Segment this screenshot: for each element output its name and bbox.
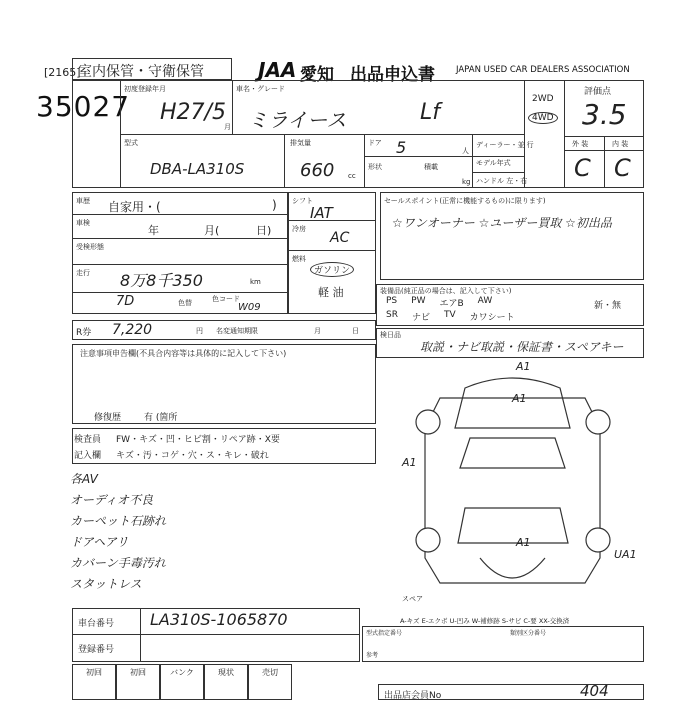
color-code-label: 色コード xyxy=(212,295,240,303)
notice-day: 日 xyxy=(352,327,359,335)
model-year-label: モデル年式 xyxy=(476,159,511,167)
handwritten-note-line: カーペット石跡れ xyxy=(70,514,167,528)
mileage-unit: km xyxy=(250,278,261,286)
grade-value: Lf xyxy=(420,100,441,125)
receipt-label: 受検形態 xyxy=(76,243,104,251)
car-outline xyxy=(425,378,600,583)
inspection-label: 車検 xyxy=(76,219,90,227)
bottom-column-label: 初回 xyxy=(116,664,160,700)
equipment-item: PW xyxy=(411,296,426,306)
notice-label: 名変通知期限 xyxy=(216,327,258,335)
seats-unit: 人 xyxy=(462,147,469,155)
inspector-label: 検日品 xyxy=(380,331,401,339)
class-label: 類別区分番号 xyxy=(510,630,547,637)
inspection-month: 月( xyxy=(204,224,220,237)
marks-row-2: キズ・汚・コゲ・穴・ス・キレ・破れ xyxy=(116,451,269,461)
bottom-columns xyxy=(72,664,292,700)
inspection-year: 年 xyxy=(148,224,159,237)
damage-mark-roof: A1 xyxy=(512,392,527,405)
inspector-text: 取説・ナビ取説・保証書・スペアキー xyxy=(420,340,624,354)
equipment-row-2 xyxy=(386,310,515,323)
color-value: 7D xyxy=(116,294,135,309)
details-block xyxy=(72,192,288,314)
repair-label: 修復歴 xyxy=(94,413,122,423)
equipment-item: AW xyxy=(477,296,493,306)
usage-value: 自家用・( xyxy=(108,200,161,214)
notice-month: 月 xyxy=(314,327,321,335)
drive-4wd: 4WD xyxy=(528,112,558,124)
equipment-title: 装備品(純正品の場合は、記入して下さい) xyxy=(380,287,512,295)
ac-value: AC xyxy=(330,230,350,246)
entry-label: 記入欄 xyxy=(74,451,102,461)
notes-title: 注意事項申告欄(不具合内容等は具体的に記入して下さい) xyxy=(80,349,287,358)
ac-label: 冷房 xyxy=(292,225,306,233)
displacement-label: 排気量 xyxy=(290,139,311,147)
displacement-value: 660 xyxy=(300,160,335,181)
load-label: 積載 xyxy=(424,163,438,171)
association-name: JAPAN USED CAR DEALERS ASSOCIATION xyxy=(456,65,630,75)
first-reg-month: 月 xyxy=(224,123,231,131)
ref-label: 参考 xyxy=(366,652,379,659)
exhibit-label: 出品店会員No xyxy=(384,691,442,701)
first-reg-label: 初度登録年月 xyxy=(124,85,166,93)
usage-label: 車歴 xyxy=(76,197,90,205)
damage-mark-rear: A1 xyxy=(516,536,531,549)
exterior-label: 外 装 xyxy=(572,140,589,148)
lot-number: 35027 xyxy=(36,90,131,123)
dealer-label: ディーラー・並 行 xyxy=(476,141,534,149)
fuel-diesel: 軽 油 xyxy=(318,286,344,299)
drive-2wd: 2WD xyxy=(532,94,554,104)
jaa-logo: JAA xyxy=(258,58,297,82)
damage-mark-side: A1 xyxy=(402,456,417,469)
fuel-label: 燃料 xyxy=(292,255,306,263)
marks-row-1: FW・キズ・凹・ヒビ割・リペア跡・X要 xyxy=(116,435,280,445)
bottom-column-label: 売切 xyxy=(248,664,292,700)
usage-close: ) xyxy=(272,198,277,212)
inspector-staff-label: 検査員 xyxy=(74,435,102,445)
damage-mark-front: A1 xyxy=(516,360,531,373)
color-code-value: W09 xyxy=(238,302,261,313)
equipment-item: TV xyxy=(443,310,456,320)
shift-value: IAT xyxy=(310,204,333,222)
shape-label: 形状 xyxy=(368,163,382,171)
cert-block xyxy=(362,626,644,662)
bottom-column-label: 初回 xyxy=(72,664,116,700)
shape-cert-label: 型式指定番号 xyxy=(366,630,403,637)
recycle-label: R券 xyxy=(76,328,92,338)
reg-label: 登録番号 xyxy=(78,645,115,655)
handwritten-note-line: カバーン手毒汚れ xyxy=(70,556,166,570)
color-change-label: 色替 xyxy=(178,299,192,307)
equipment-new-used: 新・無 xyxy=(594,301,622,311)
displacement-unit: cc xyxy=(348,172,356,180)
exhibit-value: 404 xyxy=(580,682,609,700)
load-unit: kg xyxy=(462,178,471,186)
exterior-value: C xyxy=(574,154,591,182)
score-value: 3.5 xyxy=(582,98,627,131)
handwritten-notes xyxy=(70,470,250,596)
handwritten-note-line: オーディオ不良 xyxy=(70,493,154,507)
diagram-legend: A-キズ E-エクボ U-凹み W-補修跡 S-サビ C-要 XX-交換済 xyxy=(400,617,570,625)
score-label: 評価点 xyxy=(584,87,612,97)
bottom-column-label: 現状 xyxy=(204,664,248,700)
equipment-item: カワシート xyxy=(469,313,515,323)
frame-value: LA310S-1065870 xyxy=(150,610,288,629)
doc-title: 出品申込書 xyxy=(350,65,435,85)
brand-place: 愛知 xyxy=(300,65,334,85)
recycle-unit: 円 xyxy=(196,327,203,335)
frame-label: 車台番号 xyxy=(78,619,115,629)
damage-mark-wheel: UA1 xyxy=(614,548,637,561)
model-label: 型式 xyxy=(124,139,138,147)
interior-label: 内 装 xyxy=(612,140,629,148)
spare-label: スペア xyxy=(402,595,423,603)
interior-value: C xyxy=(614,154,631,182)
doors-label: ドア xyxy=(368,139,382,147)
wheels xyxy=(416,410,610,552)
handle-label: ハンドル 左・右 xyxy=(476,177,528,185)
sales-points-text: ☆ワンオーナー ☆ユーザー買取 ☆初出品 xyxy=(392,216,612,230)
inspection-day: 日) xyxy=(256,224,272,237)
name-value: ミライース xyxy=(248,108,347,132)
recycle-value: 7,220 xyxy=(112,322,153,338)
first-reg-value: H27/5 xyxy=(160,100,226,125)
model-value: DBA-LA310S xyxy=(150,160,245,178)
equipment-item: SR xyxy=(386,310,398,320)
bottom-column-label: バンク xyxy=(160,664,204,700)
handwritten-note-line: 各AV xyxy=(70,472,98,486)
equipment-row-1 xyxy=(386,296,492,309)
handwritten-note-line: ドアヘアリ xyxy=(70,535,129,549)
mileage-label: 走行 xyxy=(76,269,90,277)
lot-code: [2165] xyxy=(44,66,81,79)
equipment-item: エアB xyxy=(439,299,464,309)
fuel-value: ガソリン xyxy=(310,262,354,277)
handwritten-note-line: スタットレス xyxy=(70,577,142,591)
storage-title: 室内保管・守衛保管 xyxy=(78,64,204,80)
mileage-value: 8万8千350 xyxy=(120,271,203,290)
repair-value: 有 (箇所 xyxy=(144,413,178,423)
sales-points-title: セールスポイント(正常に機能するもの)に限ります) xyxy=(384,197,546,205)
equipment-item: ナビ xyxy=(411,313,430,323)
doors-value: 5 xyxy=(396,138,407,157)
shift-label: シフト xyxy=(292,197,313,205)
equipment-item: PS xyxy=(386,296,398,306)
name-label: 車名・グレード xyxy=(236,85,285,93)
